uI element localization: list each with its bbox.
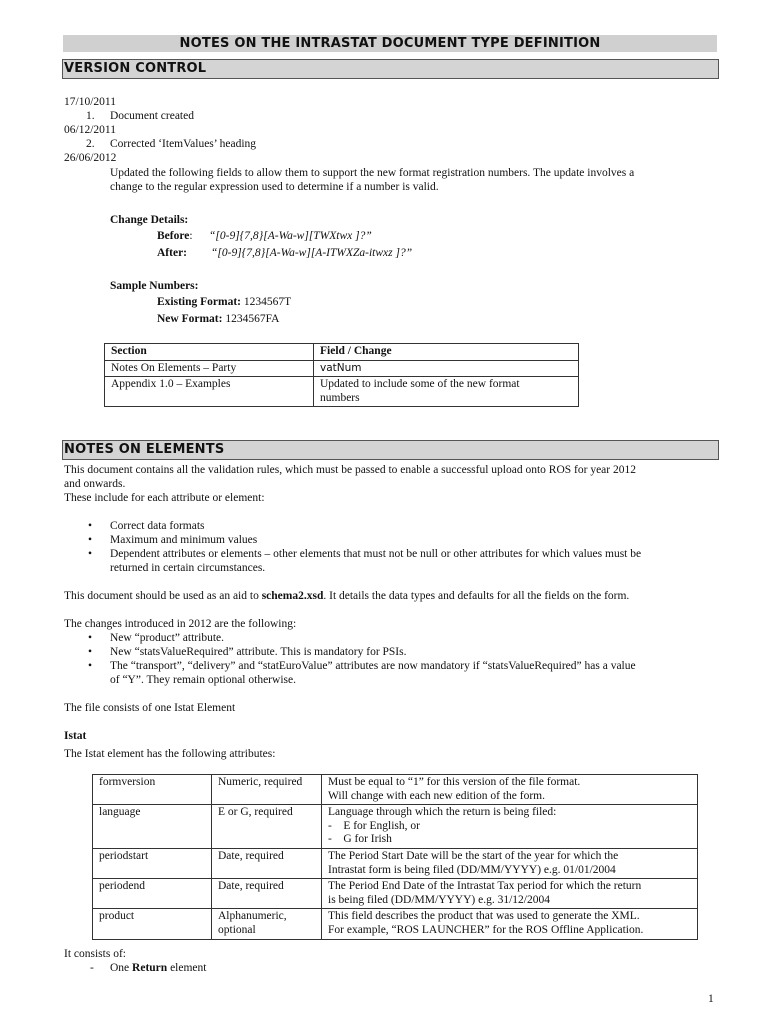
file-consists: The file consists of one Istat Element [64, 702, 236, 714]
list-item: New “statsValueRequired” attribute. This is mandatory for PSIs. [110, 646, 407, 658]
attr-name: product [93, 909, 212, 939]
attr-desc [322, 909, 698, 939]
changes-intro: The changes introduced in 2012 are the following: [64, 618, 297, 630]
before-colon: : [189, 230, 193, 242]
new-format-label: New Format: [157, 313, 223, 325]
attr-type [212, 909, 322, 939]
attr-type [212, 805, 322, 849]
version-num-2: 2. [86, 138, 95, 150]
before-row [157, 230, 193, 244]
table-cell: Appendix 1.0 – Examples [105, 377, 314, 407]
document-title: NOTES ON THE INTRASTAT DOCUMENT TYPE DEFINITION [63, 35, 717, 52]
table-cell: Updated to include some of the new format numbers [314, 377, 579, 407]
schema-paragraph [64, 590, 629, 604]
istat-intro: The Istat element has the following attributes: [64, 748, 276, 760]
attr-desc-line: - E for English, or [328, 819, 420, 832]
sample-numbers-label: Sample Numbers: [110, 280, 199, 292]
update-line-2: change to the regular expression used to determine if a number is valid. [110, 181, 439, 193]
notes-p2: These include for each attribute or element: [64, 492, 265, 504]
attr-type [212, 848, 322, 878]
attr-desc [322, 775, 698, 805]
attr-desc [322, 879, 698, 909]
attr-type-line: E or G, required [218, 806, 293, 819]
notes-on-elements-heading: NOTES ON ELEMENTS [62, 440, 719, 460]
attr-type-line: Date, required [218, 849, 284, 862]
table-header-section: Section [105, 344, 314, 361]
version-text-2: Corrected ‘ItemValues’ heading [110, 138, 257, 150]
list-item: New “product” attribute. [110, 632, 224, 644]
new-format-value: 1234567FA [225, 313, 280, 325]
table-cell: Notes On Elements – Party [105, 360, 314, 377]
attr-desc-line: The Period End Date of the Intrastat Tax period for which the return [328, 880, 642, 893]
notes-p1-line2: and onwards. [64, 478, 126, 490]
attr-type-line: Alphanumeric, [218, 910, 287, 923]
before-label: Before [157, 230, 190, 242]
istat-attributes-table [92, 774, 698, 940]
attr-name: periodstart [93, 848, 212, 878]
list-item: Correct data formats [110, 520, 205, 532]
list-item: The “transport”, “delivery” and “statEuroValue” attributes are now mandatory if “statsValueRequired” has a value [110, 660, 636, 672]
schema-pre: This document should be used as an aid to [64, 590, 262, 602]
attr-type-line: optional [218, 923, 256, 936]
bullet-icon: • [88, 646, 93, 658]
attr-desc [322, 848, 698, 878]
attr-desc-line: The Period Start Date will be the start of the year for which the [328, 849, 619, 862]
istat-heading: Istat [64, 730, 87, 742]
table-row [93, 879, 698, 909]
schema-file: schema2.xsd [261, 590, 324, 602]
bullet-icon: • [88, 632, 93, 644]
change-details-label: Change Details: [110, 214, 189, 226]
attr-desc-line: This field describes the product that was used to generate the XML. [328, 910, 640, 923]
return-element-line [110, 962, 206, 976]
attr-desc-line: - G for Irish [328, 833, 392, 846]
bullet-icon: • [88, 520, 93, 532]
version-num-1: 1. [86, 110, 95, 122]
bullet-icon: • [88, 660, 93, 672]
version-text-1: Document created [110, 110, 194, 122]
attr-desc-line: Must be equal to “1” for this version of the file format. [328, 776, 581, 788]
attr-name: formversion [93, 775, 212, 805]
attr-type [212, 879, 322, 909]
new-format-row [157, 313, 279, 327]
attr-desc-line: Intrastat form is being filed (DD/MM/YYYY) e.g. 01/01/2004 [328, 863, 616, 876]
existing-format-value: 1234567T [243, 296, 292, 308]
existing-format-row [157, 296, 291, 310]
element-text: element [167, 962, 207, 974]
version-date-1: 17/10/2011 [64, 96, 116, 108]
table-row [93, 805, 698, 849]
attr-desc-line: Language through which the return is being filed: [328, 806, 557, 819]
version-date-2: 06/12/2011 [64, 124, 116, 136]
notes-p1-line1: This document contains all the validation rules, which must be passed to enable a successful upload onto ROS for year 2012 [64, 464, 636, 476]
one-text: One [110, 962, 133, 974]
table-row [93, 848, 698, 878]
before-value: “[0-9]{7,8}[A-Wa-w][TWXtwx ]?” [209, 230, 372, 242]
attr-type-line: Date, required [218, 880, 284, 893]
schema-post: . It details the data types and defaults for all the fields on the form. [323, 590, 630, 602]
change-table [104, 343, 579, 407]
table-row [93, 775, 698, 805]
page-number: 1 [708, 993, 714, 1005]
attr-desc-line: For example, “ROS LAUNCHER” for the ROS Offline Application. [328, 923, 644, 936]
after-label: After: [157, 247, 188, 259]
list-item-continued: returned in certain circumstances. [110, 562, 266, 574]
attr-desc-line: Will change with each new edition of the form. [328, 789, 546, 802]
table-row [105, 377, 579, 407]
dash-marker: - [90, 962, 94, 974]
bullet-icon: • [88, 534, 93, 546]
return-element-name: Return [132, 962, 168, 974]
after-value: “[0-9]{7,8}[A-Wa-w][A-ITWXZa-itwxz ]?” [211, 247, 413, 259]
attr-type-line: Numeric, required [218, 776, 303, 788]
attr-name: periodend [93, 879, 212, 909]
version-date-3: 26/06/2012 [64, 152, 117, 164]
attr-desc [322, 805, 698, 849]
version-control-heading: VERSION CONTROL [62, 59, 719, 79]
attr-type [212, 775, 322, 805]
list-item: Dependent attributes or elements – other elements that must not be null or other attributes for which values must be [110, 548, 642, 560]
attr-desc-line: is being filed (DD/MM/YYYY) e.g. 31/12/2004 [328, 893, 550, 906]
consists-of: It consists of: [64, 948, 126, 960]
table-row [105, 360, 579, 377]
table-cell: vatNum [314, 360, 579, 377]
table-row [93, 909, 698, 939]
existing-format-label: Existing Format: [157, 296, 242, 308]
bullet-icon: • [88, 548, 93, 560]
table-header-field: Field / Change [314, 344, 579, 361]
list-item-continued: of “Y”. They remain optional otherwise. [110, 674, 296, 686]
attr-name: language [93, 805, 212, 849]
update-line-1: Updated the following fields to allow them to support the new format registration numbers. The update involves a [110, 167, 635, 179]
list-item: Maximum and minimum values [110, 534, 258, 546]
table-header-row [105, 344, 579, 361]
